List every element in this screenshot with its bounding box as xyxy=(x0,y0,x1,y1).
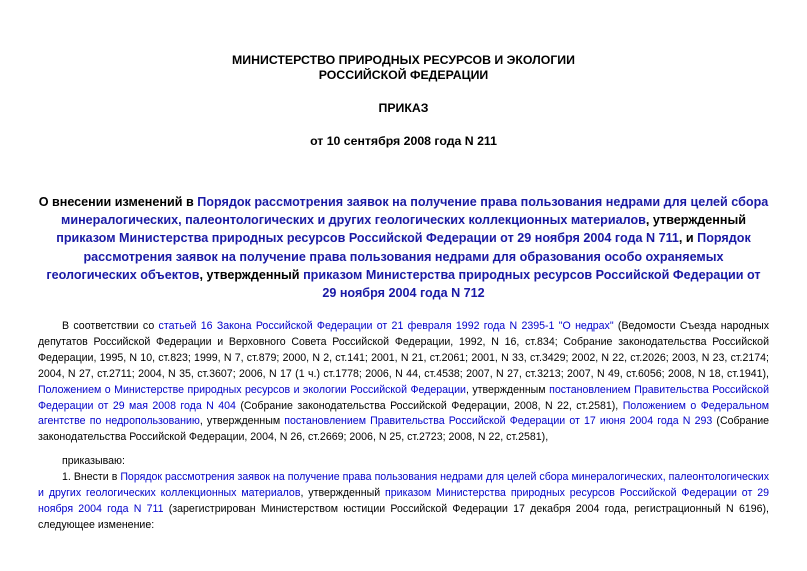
link-ministry-regulation[interactable]: Положением о Министерстве природных ресурсов и экологии Российской Федерации xyxy=(38,383,466,396)
title-link-order-712[interactable]: приказом Министерства природных ресурсов Российской Федерации от 29 ноября 2004 года N 712 xyxy=(303,267,761,301)
link-procedure-711[interactable]: Порядок рассмотрения заявок на получение права пользования недрами для целей сбора минералогических, палеонтологических и других геологических коллекционных материалов xyxy=(38,471,769,499)
preamble-text: , утвержденным xyxy=(465,383,550,396)
ministry-name xyxy=(0,53,807,83)
title-link-procedure-711[interactable]: Порядок рассмотрения заявок на получение права пользования недрами для целей сбора минералогических, палеонтологических и других геологических коллекционных материалов xyxy=(61,195,769,228)
item-1-text: , утвержденный xyxy=(300,486,386,499)
link-agency-regulation[interactable]: Положением о Федеральном агентстве по недропользованию xyxy=(38,399,769,428)
item-1-text: (зарегистрирован Министерством юстиции Российской Федерации 17 декабря 2004 года, регистрационный N 6196), следующее изменение: xyxy=(38,502,769,531)
ministry-name-line1: МИНИСТЕРСТВО ПРИРОДНЫХ РЕСУРСОВ И ЭКОЛОГИИ xyxy=(232,53,575,67)
document-title xyxy=(38,193,769,302)
document-type: ПРИКАЗ xyxy=(378,101,429,115)
preamble-text: (Собрание законодательства Российской Федерации, 2008, N 22, ст.2581), xyxy=(235,399,623,412)
preamble-text: , утвержденным xyxy=(199,415,285,428)
title-text: О внесении изменений в xyxy=(38,195,198,209)
item-1-paragraph xyxy=(38,470,769,534)
document-date-number: от 10 сентября 2008 года N 211 xyxy=(310,134,497,148)
title-link-procedure-712[interactable]: Порядок рассмотрения заявок на получение права пользования недрами для образования особо охраняемых геологических объектов xyxy=(46,231,751,282)
title-link-order-711[interactable]: приказом Министерства природных ресурсов Российской Федерации от 29 ноября 2004 года N 711 xyxy=(56,231,679,246)
title-text: , и xyxy=(678,231,698,246)
link-order-711[interactable]: приказом Министерства природных ресурсов Российской Федерации от 29 ноября 2004 года N 711 xyxy=(38,486,770,515)
item-1-text: 1. Внести в xyxy=(62,471,121,483)
preamble-text: В соответствии со xyxy=(62,320,159,332)
order-word: приказываю: xyxy=(62,455,125,467)
preamble-paragraph xyxy=(38,319,769,446)
link-resolution-404[interactable]: постановлением Правительства Российской Федерации от 29 мая 2008 года N 404 xyxy=(38,383,769,412)
link-resolution-293[interactable]: постановлением Правительства Российской Федерации от 17 июня 2004 года N 293 xyxy=(284,415,713,428)
title-text: , утвержденный xyxy=(645,213,746,228)
ministry-name-line2: РОССИЙСКОЙ ФЕДЕРАЦИИ xyxy=(318,68,489,82)
preamble-text: (Собрание законодательства Российской Федерации, 2004, N 26, ст.2669; 2006, N 25, ст.2723; 2008, N 22, ст.2581), xyxy=(38,415,770,444)
link-law-on-subsoil[interactable]: статьей 16 Закона Российской Федерации от 21 февраля 1992 года N 2395-1 "О недрах" xyxy=(158,320,614,332)
title-text: , утвержденный xyxy=(199,267,304,282)
preamble-text: (Ведомости Съезда народных депутатов Российской Федерации и Верховного Совета Российской Федерации, 1992, N 16, ст.834; Собрание законодательства Российской Федерации, 1995, N 10, ст.823; 1999, N 7, ст.879; 2000, N 2, ст.141; 2001, N 21, ст.2061; 2001, N 33, ст.3429; 2002, N 22, ст.2026; 2003, N 23, ст.2174; 2004, N 27, ст.2711; 2004, N 35, ст.3607; 2006, N 17 (1 ч.) ст.1778; 2006, N 44, ст.4538; 2007, N 27, ст.3213; 2007, N 49, ст.6056; 2008, N 18, ст.1941), xyxy=(38,320,769,380)
